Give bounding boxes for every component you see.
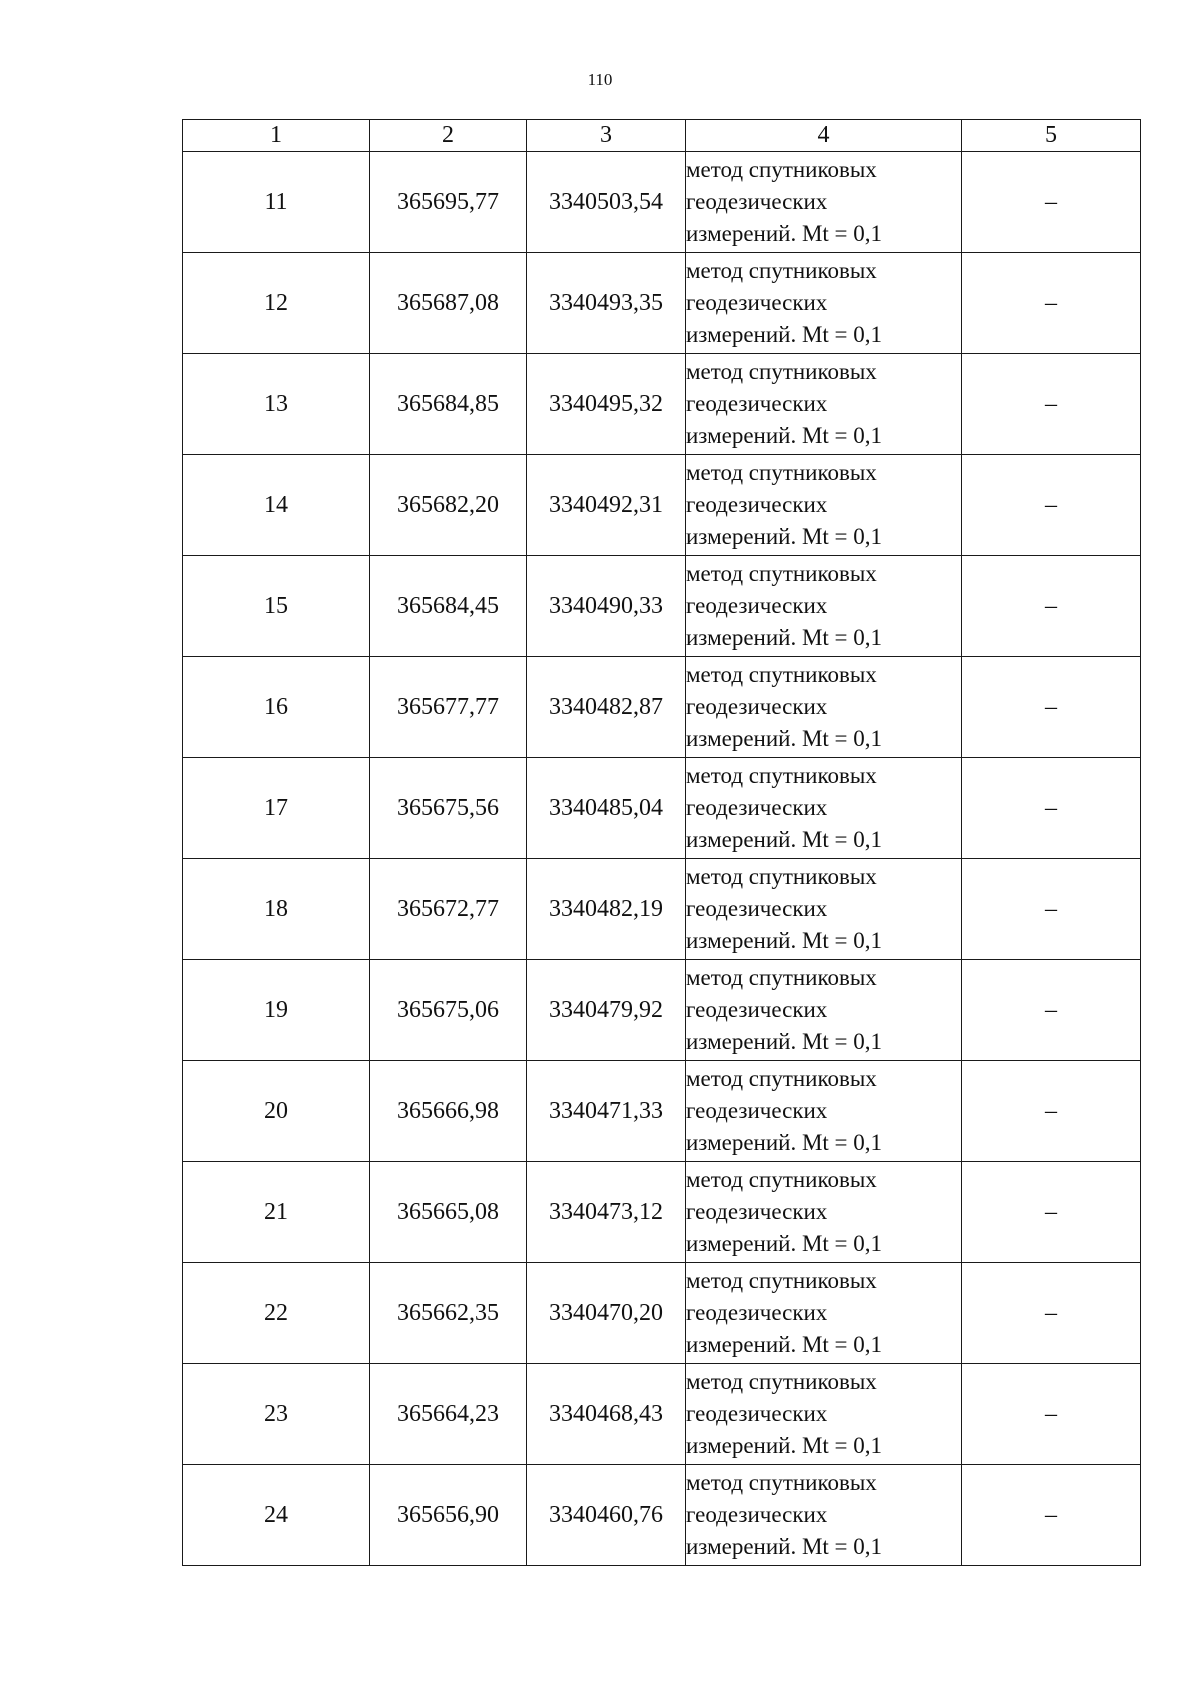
method-line: метод спутниковых: [686, 460, 877, 485]
point-number-cell: 11: [183, 152, 370, 253]
method-line: измерений. Mt = 0,1: [686, 1332, 883, 1357]
method-line: метод спутниковых: [686, 1268, 877, 1293]
method-line: геодезических: [686, 997, 828, 1022]
point-number-cell: 21: [183, 1162, 370, 1263]
method-line: измерений. Mt = 0,1: [686, 928, 883, 953]
y-coordinate-cell: 3340479,92: [527, 960, 686, 1061]
point-number-cell: 16: [183, 657, 370, 758]
method-line: измерений. Mt = 0,1: [686, 827, 883, 852]
table-header: [183, 120, 1141, 152]
column-5-cell: –: [962, 1263, 1141, 1364]
coordinates-table: [182, 119, 1141, 1566]
x-coordinate-cell: 365665,08: [370, 1162, 527, 1263]
table-row: [183, 152, 1141, 253]
method-line: геодезических: [686, 1502, 828, 1527]
x-coordinate-cell: 365675,06: [370, 960, 527, 1061]
method-line: геодезических: [686, 795, 828, 820]
method-cell: [686, 859, 962, 960]
table-row: [183, 556, 1141, 657]
method-line: метод спутниковых: [686, 258, 877, 283]
column-5-cell: –: [962, 1465, 1141, 1566]
column-header-1: 1: [183, 120, 370, 152]
column-5-cell: –: [962, 758, 1141, 859]
method-cell: [686, 960, 962, 1061]
method-cell: [686, 1061, 962, 1162]
column-5-cell: –: [962, 1061, 1141, 1162]
method-line: геодезических: [686, 896, 828, 921]
point-number-cell: 19: [183, 960, 370, 1061]
method-line: метод спутниковых: [686, 359, 877, 384]
method-line: геодезических: [686, 1300, 828, 1325]
y-coordinate-cell: 3340503,54: [527, 152, 686, 253]
method-line: измерений. Mt = 0,1: [686, 625, 883, 650]
header-row: [183, 120, 1141, 152]
table-row: [183, 253, 1141, 354]
y-coordinate-cell: 3340468,43: [527, 1364, 686, 1465]
method-line: геодезических: [686, 694, 828, 719]
x-coordinate-cell: 365675,56: [370, 758, 527, 859]
point-number-cell: 14: [183, 455, 370, 556]
table-row: [183, 1465, 1141, 1566]
column-header-4: 4: [686, 120, 962, 152]
column-5-cell: –: [962, 960, 1141, 1061]
method-line: геодезических: [686, 1098, 828, 1123]
y-coordinate-cell: 3340482,19: [527, 859, 686, 960]
y-coordinate-cell: 3340482,87: [527, 657, 686, 758]
method-line: измерений. Mt = 0,1: [686, 221, 883, 246]
x-coordinate-cell: 365687,08: [370, 253, 527, 354]
method-cell: [686, 354, 962, 455]
y-coordinate-cell: 3340471,33: [527, 1061, 686, 1162]
method-line: измерений. Mt = 0,1: [686, 1433, 883, 1458]
y-coordinate-cell: 3340485,04: [527, 758, 686, 859]
method-line: геодезических: [686, 1401, 828, 1426]
table-row: [183, 1263, 1141, 1364]
point-number-cell: 15: [183, 556, 370, 657]
column-5-cell: –: [962, 1162, 1141, 1263]
method-line: метод спутниковых: [686, 1066, 877, 1091]
x-coordinate-cell: 365662,35: [370, 1263, 527, 1364]
point-number-cell: 17: [183, 758, 370, 859]
method-line: измерений. Mt = 0,1: [686, 1231, 883, 1256]
point-number-cell: 12: [183, 253, 370, 354]
column-header-3: 3: [527, 120, 686, 152]
method-line: измерений. Mt = 0,1: [686, 1130, 883, 1155]
method-line: метод спутниковых: [686, 864, 877, 889]
column-5-cell: –: [962, 354, 1141, 455]
point-number-cell: 22: [183, 1263, 370, 1364]
y-coordinate-cell: 3340473,12: [527, 1162, 686, 1263]
x-coordinate-cell: 365664,23: [370, 1364, 527, 1465]
x-coordinate-cell: 365684,45: [370, 556, 527, 657]
column-header-5: 5: [962, 120, 1141, 152]
x-coordinate-cell: 365677,77: [370, 657, 527, 758]
method-line: геодезических: [686, 189, 828, 214]
method-cell: [686, 1364, 962, 1465]
column-header-2: 2: [370, 120, 527, 152]
method-cell: [686, 657, 962, 758]
method-cell: [686, 556, 962, 657]
method-line: измерений. Mt = 0,1: [686, 524, 883, 549]
method-line: метод спутниковых: [686, 662, 877, 687]
method-line: метод спутниковых: [686, 157, 877, 182]
y-coordinate-cell: 3340493,35: [527, 253, 686, 354]
method-cell: [686, 253, 962, 354]
method-line: измерений. Mt = 0,1: [686, 1029, 883, 1054]
y-coordinate-cell: 3340495,32: [527, 354, 686, 455]
table-row: [183, 657, 1141, 758]
method-line: измерений. Mt = 0,1: [686, 1534, 883, 1559]
method-line: метод спутниковых: [686, 1470, 877, 1495]
method-line: геодезических: [686, 391, 828, 416]
method-cell: [686, 1162, 962, 1263]
column-5-cell: –: [962, 556, 1141, 657]
point-number-cell: 18: [183, 859, 370, 960]
x-coordinate-cell: 365666,98: [370, 1061, 527, 1162]
table-row: [183, 455, 1141, 556]
x-coordinate-cell: 365684,85: [370, 354, 527, 455]
method-line: измерений. Mt = 0,1: [686, 423, 883, 448]
page-number: 110: [587, 70, 613, 89]
point-number-cell: 20: [183, 1061, 370, 1162]
x-coordinate-cell: 365682,20: [370, 455, 527, 556]
method-line: измерений. Mt = 0,1: [686, 726, 883, 751]
point-number-cell: 13: [183, 354, 370, 455]
table-row: [183, 960, 1141, 1061]
method-cell: [686, 455, 962, 556]
column-5-cell: –: [962, 657, 1141, 758]
y-coordinate-cell: 3340470,20: [527, 1263, 686, 1364]
method-line: метод спутниковых: [686, 763, 877, 788]
table-row: [183, 1364, 1141, 1465]
method-line: метод спутниковых: [686, 561, 877, 586]
y-coordinate-cell: 3340492,31: [527, 455, 686, 556]
table-row: [183, 354, 1141, 455]
point-number-cell: 24: [183, 1465, 370, 1566]
point-number-cell: 23: [183, 1364, 370, 1465]
method-cell: [686, 758, 962, 859]
method-line: метод спутниковых: [686, 1167, 877, 1192]
method-line: геодезических: [686, 290, 828, 315]
table-body: [183, 152, 1141, 1566]
table-row: [183, 758, 1141, 859]
column-5-cell: –: [962, 455, 1141, 556]
x-coordinate-cell: 365672,77: [370, 859, 527, 960]
method-cell: [686, 1263, 962, 1364]
table-row: [183, 859, 1141, 960]
column-5-cell: –: [962, 1364, 1141, 1465]
y-coordinate-cell: 3340460,76: [527, 1465, 686, 1566]
method-line: геодезических: [686, 1199, 828, 1224]
table-row: [183, 1162, 1141, 1263]
method-line: метод спутниковых: [686, 965, 877, 990]
table-row: [183, 1061, 1141, 1162]
y-coordinate-cell: 3340490,33: [527, 556, 686, 657]
method-line: метод спутниковых: [686, 1369, 877, 1394]
column-5-cell: –: [962, 253, 1141, 354]
method-line: геодезических: [686, 593, 828, 618]
method-cell: [686, 152, 962, 253]
method-line: измерений. Mt = 0,1: [686, 322, 883, 347]
column-5-cell: –: [962, 859, 1141, 960]
column-5-cell: –: [962, 152, 1141, 253]
method-cell: [686, 1465, 962, 1566]
x-coordinate-cell: 365656,90: [370, 1465, 527, 1566]
x-coordinate-cell: 365695,77: [370, 152, 527, 253]
method-line: геодезических: [686, 492, 828, 517]
